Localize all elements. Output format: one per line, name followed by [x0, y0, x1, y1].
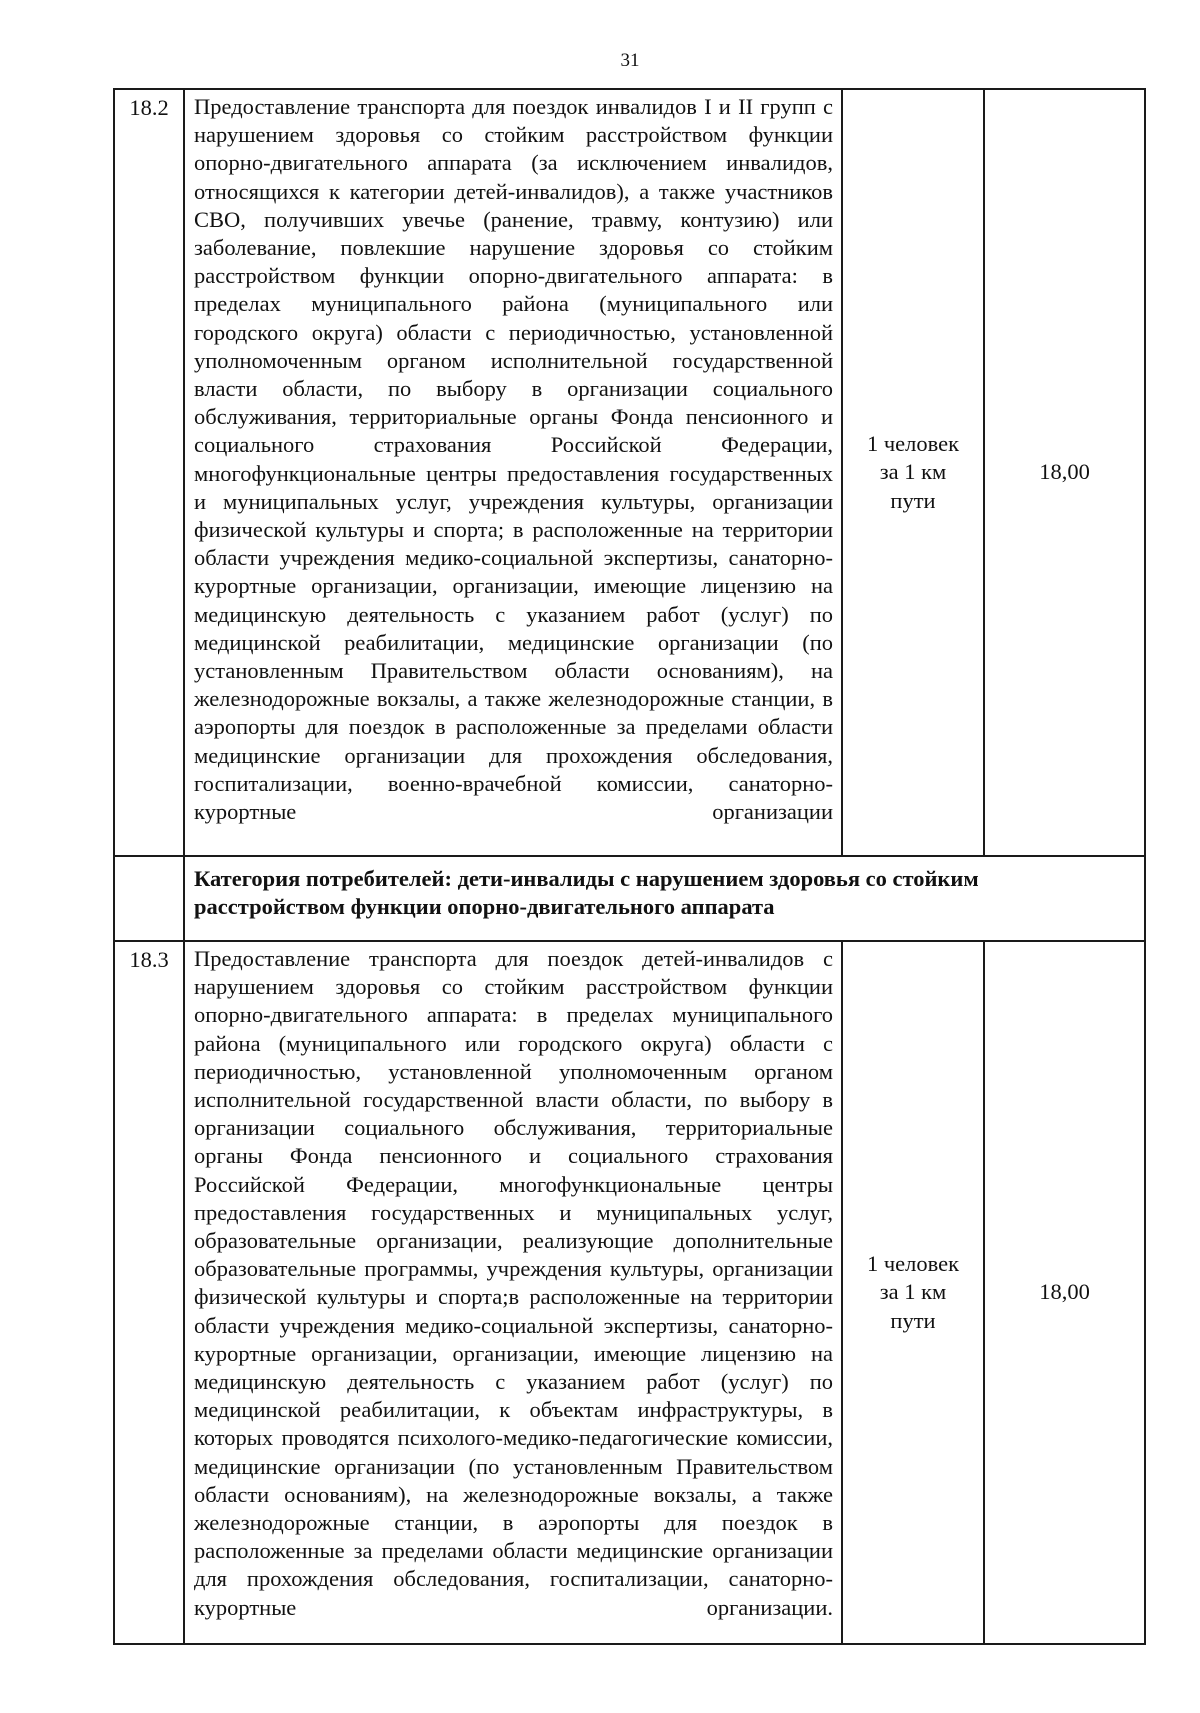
unit-line: за 1 км [879, 459, 947, 485]
unit-of-measure [842, 941, 984, 1644]
service-description-text: Предоставление транспорта для поездок инвалидов I и II групп с нарушением здоровья со стойким расстройством функции опорно-двигательного аппарата (за исключением инвалидов, относящихся к категории детей-инвалидов), а также участников СВО, получивших увечье (ранение, травму, контузию) или заболевание, повлекшие нарушение здоровья со стойким расстройством функции опорно-двигательного аппарата: в пределах муниципального района (муниципального или городского округа) области с периодичностью, установленной уполномоченным органом исполнительной государственной власти области, по выбору в организации социального обслуживания, территориальные органы Фонда пенсионного и социального страхования Российской Федерации, многофункциональные центры предоставления государственных и муниципальных услуг, учреждения культуры, организации физической культуры и спорта; в расположенные на территории области учреждения медико-социальной экспертизы, санаторно-курортные организации, организации, имеющие лицензию на медицинскую деятельность с указанием работ (услуг) по медицинской реабилитации, медицинские организации (по установленным Правительством области основаниям), на железнодорожные вокзалы, а также железнодорожные станции, в аэропорты для поездок в расположенные за пределами области медицинские организации для прохождения обследования, госпитализации, военно-врачебной комиссии, санаторно-курортные организации [194, 94, 833, 825]
unit-line: за 1 км [879, 1279, 947, 1305]
category-number-cell [114, 856, 184, 941]
unit-line: 1 человек [866, 1250, 960, 1276]
unit-line: пути [890, 1307, 936, 1333]
unit-line: 1 человек [866, 430, 960, 456]
unit-line: пути [890, 487, 936, 513]
service-description [184, 89, 842, 856]
row-number: 18.3 [114, 941, 184, 1644]
price-value: 18,00 [1039, 459, 1090, 485]
service-description [184, 941, 842, 1644]
category-heading [184, 856, 1145, 941]
page-number: 31 [620, 50, 640, 71]
tariff-price [984, 941, 1145, 1644]
table-row [114, 941, 1145, 1644]
price-value: 18,00 [1039, 1279, 1090, 1305]
tariff-table [113, 88, 1146, 1645]
category-row [114, 856, 1145, 941]
service-description-text: Предоставление транспорта для поездок детей-инвалидов с нарушением здоровья со стойким расстройством функции опорно-двигательного аппарата: в пределах муниципального района (муниципального или городского округа) области с периодичностью, установленной уполномоченным органом исполнительной государственной власти области, по выбору в организации социального обслуживания, территориальные органы Фонда пенсионного и социального страхования Российской Федерации, многофункциональные центры предоставления государственных и муниципальных услуг, образовательные организации, реализующие дополнительные образовательные программы, учреждения культуры, организации физической культуры и спорта;в расположенные на территории области учреждения медико-социальной экспертизы, санаторно-курортные организации, организации, имеющие лицензию на медицинскую деятельность с указанием работ (услуг) по медицинской реабилитации, к объектам инфраструктуры, в которых проводятся психолого-медико-педагогические комиссии, медицинские организации (по установленным Правительством области основаниям), на железнодорожные вокзалы, а также железнодорожные станции, в аэропорты для поездок в расположенные за пределами области медицинские организации для прохождения обследования, госпитализации, санаторно-курортные организации. [194, 946, 833, 1620]
row-number: 18.2 [114, 89, 184, 856]
unit-of-measure [842, 89, 984, 856]
table-row [114, 89, 1145, 856]
category-heading-text: Категория потребителей: дети-инвалиды с нарушением здоровья со стойким расстройством функции опорно-двигательного аппарата [194, 866, 979, 920]
tariff-price [984, 89, 1145, 856]
